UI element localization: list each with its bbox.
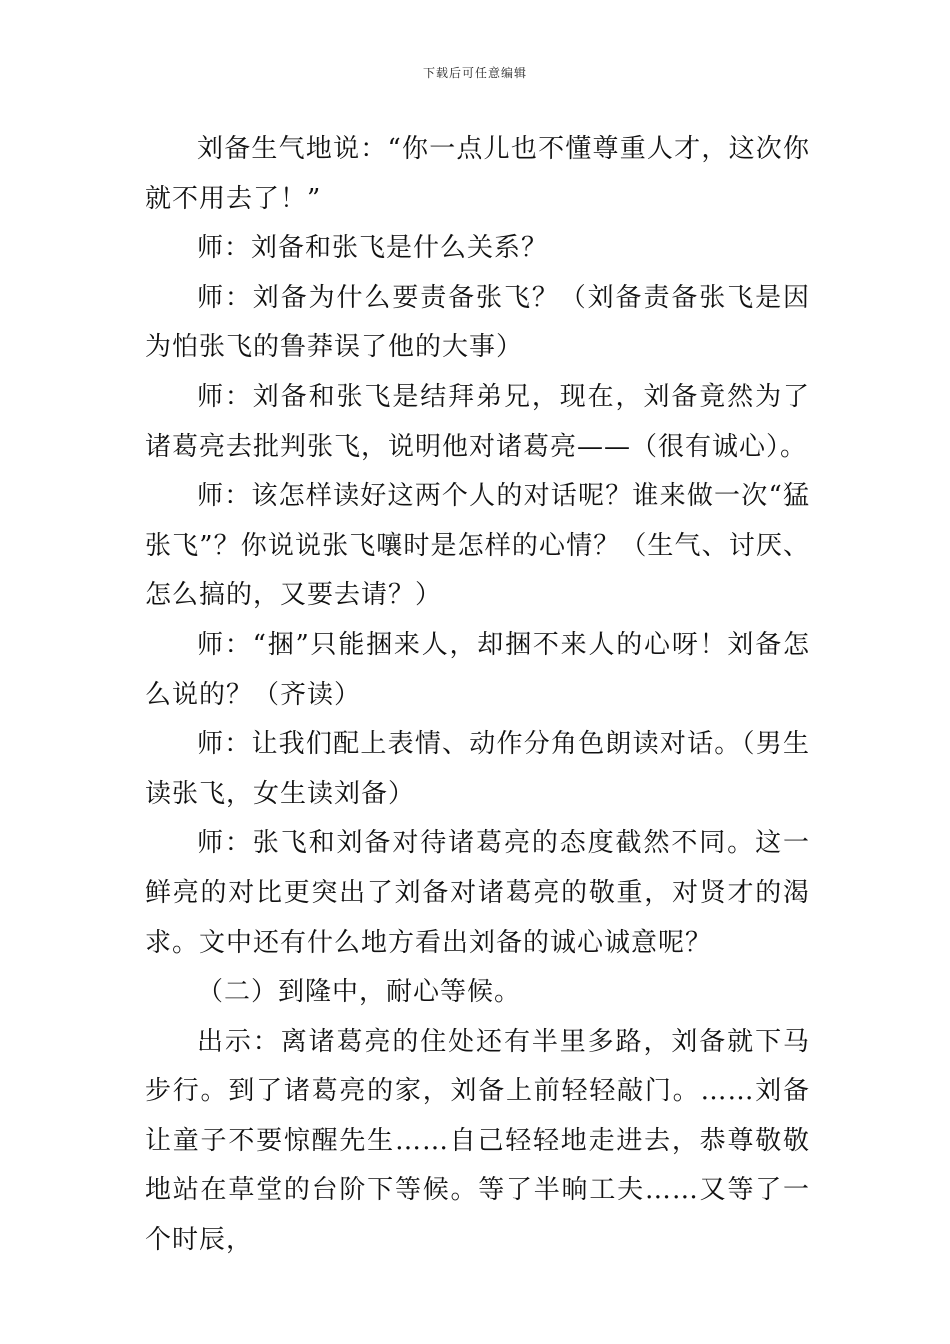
paragraph-8: 师：张飞和刘备对待诸葛亮的态度截然不同。这一鲜亮的对比更突出了刘备对诸葛亮的敬重，对贤才的渴求。文中还有什么地方看出刘备的诚心诚意呢？ [145,828,810,958]
paragraph-7: 师：让我们配上表情、动作分角色朗读对话。（男生读张飞，女生读刘备） [145,729,810,809]
paragraph-6: 师：“捆”只能捆来人，却捆不来人的心呀！刘备怎么说的？（齐读） [145,629,810,710]
section-heading: （二）到隆中，耐心等候。 [197,977,522,1008]
paragraph-2: 师：刘备和张飞是什么关系？ [197,233,549,264]
paragraph-1: 刘备生气地说：“你一点儿也不懂尊重人才，这次你就不用去了！” [145,134,810,214]
paragraph-3: 师：刘备为什么要责备张飞？（刘备责备张飞是因为怕张飞的鲁莽误了他的大事） [145,282,810,363]
paragraph-10: 出示：离诸葛亮的住处还有半里多路，刘备就下马步行。到了诸葛亮的家，刘备上前轻轻敲门。……刘备让童子不要惊醒先生……自己轻轻地走进去，恭尊敬敬地站在草堂的台阶下等候。等了半晌工夫……又等了一个时辰， [145,1026,810,1256]
paragraph-5: 师：该怎样读好这两个人的对话呢？谁来做一次“猛张飞”？你说说张飞嚷时是怎样的心情？（生气、讨厌、怎么搞的，又要去请？） [145,481,810,611]
document-body [145,125,810,1266]
header-note: 下载后可任意编辑 [422,66,527,80]
paragraph-4: 师：刘备和张飞是结拜弟兄，现在，刘备竟然为了诸葛亮去批判张飞，说明他对诸葛亮——（很有诚心）。 [145,381,810,462]
